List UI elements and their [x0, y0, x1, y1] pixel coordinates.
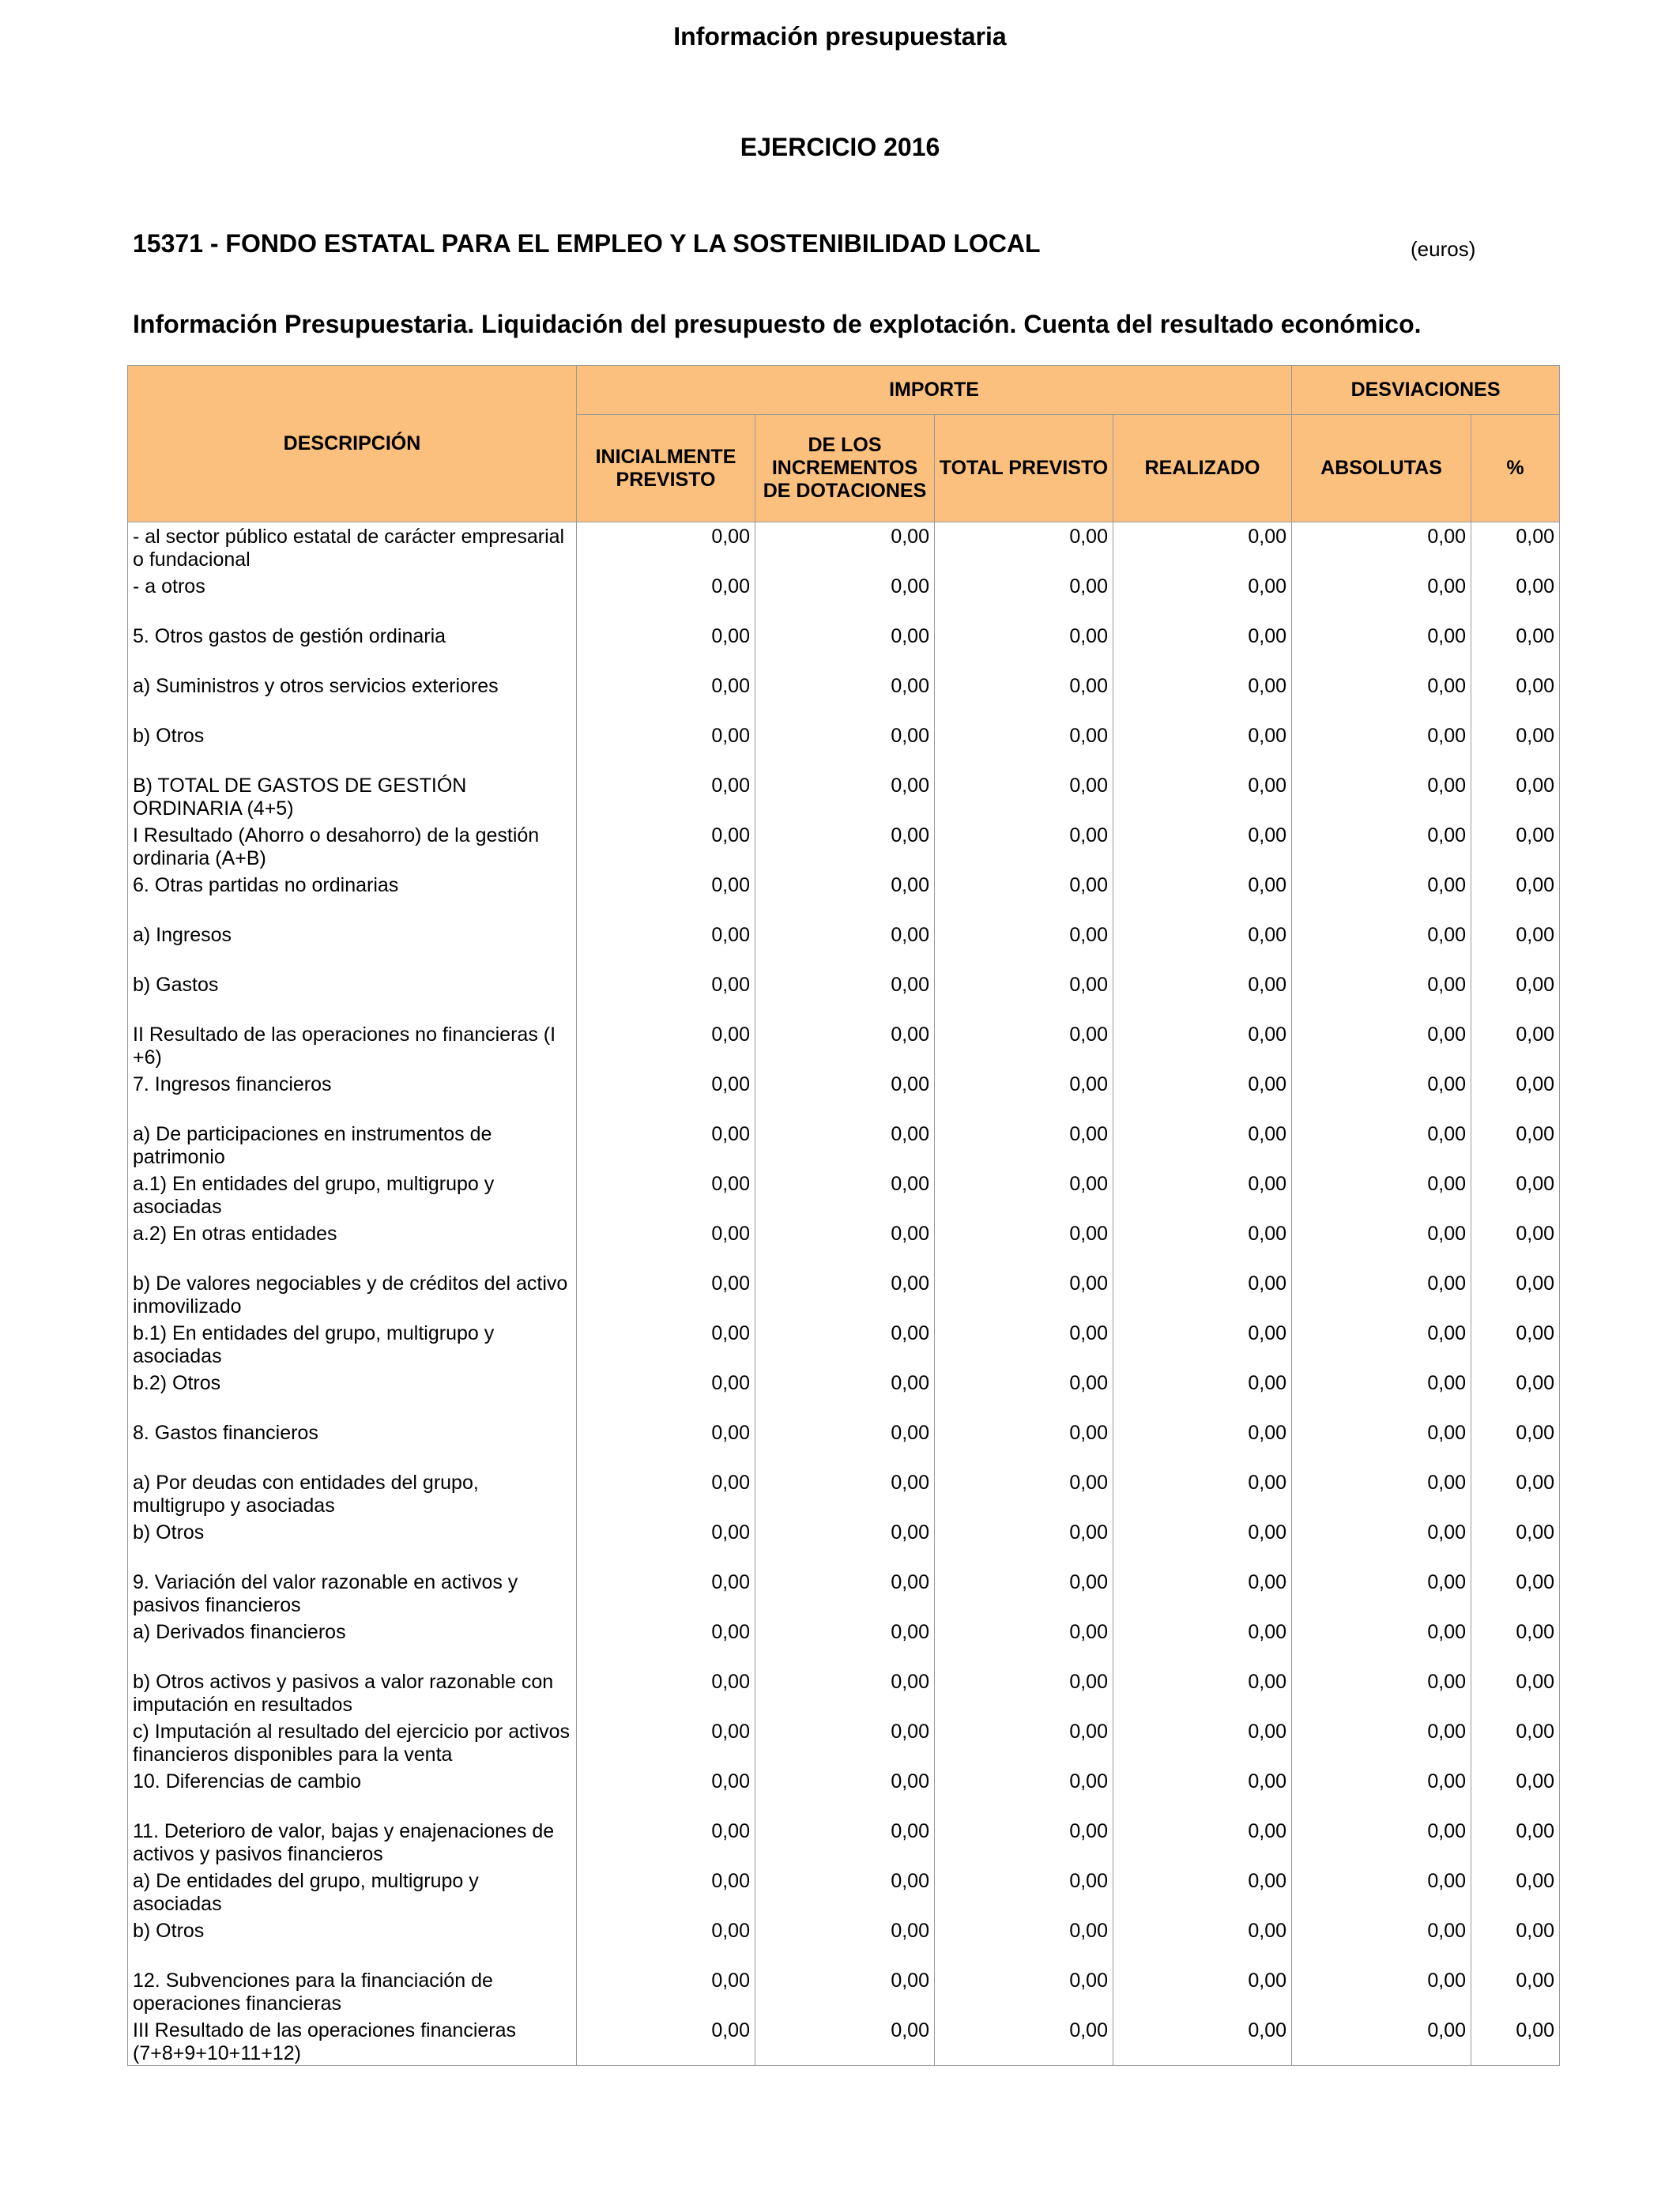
cell-realizado: 0,00 [1113, 1568, 1292, 1618]
cell-realizado: 0,00 [1113, 722, 1292, 771]
cell-inicialmente-previsto: 0,00 [577, 722, 755, 771]
cell-absolutas: 0,00 [1292, 2016, 1471, 2066]
cell-incrementos: 0,00 [755, 1120, 935, 1170]
cell-realizado: 0,00 [1113, 1269, 1292, 1319]
cell-absolutas: 0,00 [1292, 722, 1471, 771]
cell-porcentaje: 0,00 [1471, 1220, 1560, 1269]
cell-incrementos: 0,00 [755, 1070, 935, 1120]
cell-incrementos: 0,00 [755, 1518, 935, 1568]
table-row [128, 1867, 1560, 1917]
table-row [128, 871, 1560, 921]
cell-total-previsto: 0,00 [935, 1518, 1113, 1568]
table-row [128, 821, 1560, 871]
cell-inicialmente-previsto: 0,00 [577, 1668, 755, 1717]
cell-incrementos: 0,00 [755, 1020, 935, 1070]
cell-realizado: 0,00 [1113, 1120, 1292, 1170]
cell-incrementos: 0,00 [755, 1170, 935, 1220]
cell-porcentaje: 0,00 [1471, 572, 1560, 622]
cell-realizado: 0,00 [1113, 572, 1292, 622]
row-description: - al sector público estatal de carácter empresarial o fundacional [128, 522, 577, 572]
fiscal-year-heading: EJERCICIO 2016 [740, 133, 940, 161]
cell-inicialmente-previsto: 0,00 [577, 1966, 755, 2016]
cell-incrementos: 0,00 [755, 1269, 935, 1319]
cell-realizado: 0,00 [1113, 1966, 1292, 2016]
cell-inicialmente-previsto: 0,00 [577, 1120, 755, 1170]
cell-inicialmente-previsto: 0,00 [577, 1568, 755, 1618]
col-header-realizado: REALIZADO [1113, 415, 1292, 522]
cell-incrementos: 0,00 [755, 1867, 935, 1917]
cell-inicialmente-previsto: 0,00 [577, 1070, 755, 1120]
cell-total-previsto: 0,00 [935, 1867, 1113, 1917]
row-description: II Resultado de las operaciones no financieras (I +6) [128, 1020, 577, 1070]
cell-absolutas: 0,00 [1292, 1020, 1471, 1070]
table-row [128, 1618, 1560, 1668]
cell-realizado: 0,00 [1113, 1369, 1292, 1419]
table-row [128, 1020, 1560, 1070]
cell-inicialmente-previsto: 0,00 [577, 1170, 755, 1220]
units-label: (euros) [1411, 237, 1476, 261]
cell-total-previsto: 0,00 [935, 1020, 1113, 1070]
row-description: 8. Gastos financieros [128, 1419, 577, 1468]
cell-total-previsto: 0,00 [935, 522, 1113, 572]
row-description: b.1) En entidades del grupo, multigrupo y asociadas [128, 1319, 577, 1369]
cell-total-previsto: 0,00 [935, 1269, 1113, 1319]
row-description: a) Por deudas con entidades del grupo, multigrupo y asociadas [128, 1468, 577, 1518]
table-body [128, 522, 1560, 2066]
cell-absolutas: 0,00 [1292, 1468, 1471, 1518]
cell-total-previsto: 0,00 [935, 1369, 1113, 1419]
cell-incrementos: 0,00 [755, 1668, 935, 1717]
cell-absolutas: 0,00 [1292, 1518, 1471, 1568]
cell-inicialmente-previsto: 0,00 [577, 1618, 755, 1668]
row-description: B) TOTAL DE GASTOS DE GESTIÓN ORDINARIA (4+5) [128, 771, 577, 821]
cell-incrementos: 0,00 [755, 522, 935, 572]
cell-absolutas: 0,00 [1292, 1220, 1471, 1269]
cell-absolutas: 0,00 [1292, 971, 1471, 1020]
cell-absolutas: 0,00 [1292, 821, 1471, 871]
table-row [128, 672, 1560, 722]
table-row [128, 1966, 1560, 2016]
row-description: 11. Deterioro de valor, bajas y enajenaciones de activos y pasivos financieros [128, 1817, 577, 1867]
row-description: b.2) Otros [128, 1369, 577, 1419]
row-description: a) De participaciones en instrumentos de patrimonio [128, 1120, 577, 1170]
cell-porcentaje: 0,00 [1471, 1867, 1560, 1917]
table-row [128, 1070, 1560, 1120]
cell-incrementos: 0,00 [755, 1419, 935, 1468]
cell-inicialmente-previsto: 0,00 [577, 1767, 755, 1817]
table-row [128, 1170, 1560, 1220]
cell-incrementos: 0,00 [755, 572, 935, 622]
cell-realizado: 0,00 [1113, 1419, 1292, 1468]
cell-absolutas: 0,00 [1292, 1319, 1471, 1369]
table-row [128, 1767, 1560, 1817]
row-description: b) Otros activos y pasivos a valor razonable con imputación en resultados [128, 1668, 577, 1717]
cell-total-previsto: 0,00 [935, 1070, 1113, 1120]
cell-incrementos: 0,00 [755, 1220, 935, 1269]
table-row [128, 522, 1560, 572]
cell-absolutas: 0,00 [1292, 771, 1471, 821]
table-row [128, 1568, 1560, 1618]
group-header-desviaciones: DESVIACIONES [1292, 366, 1560, 415]
row-description: III Resultado de las operaciones financieras (7+8+9+10+11+12) [128, 2016, 577, 2066]
cell-absolutas: 0,00 [1292, 1170, 1471, 1220]
table-row [128, 1717, 1560, 1767]
page-title: Información presupuestaria [673, 22, 1007, 51]
cell-porcentaje: 0,00 [1471, 921, 1560, 971]
cell-porcentaje: 0,00 [1471, 871, 1560, 921]
row-description: b) Otros [128, 1518, 577, 1568]
cell-inicialmente-previsto: 0,00 [577, 1220, 755, 1269]
cell-realizado: 0,00 [1113, 1717, 1292, 1767]
cell-porcentaje: 0,00 [1471, 672, 1560, 722]
table-row [128, 1419, 1560, 1468]
cell-inicialmente-previsto: 0,00 [577, 1369, 755, 1419]
cell-porcentaje: 0,00 [1471, 971, 1560, 1020]
cell-absolutas: 0,00 [1292, 1419, 1471, 1468]
cell-inicialmente-previsto: 0,00 [577, 672, 755, 722]
cell-realizado: 0,00 [1113, 2016, 1292, 2066]
cell-absolutas: 0,00 [1292, 622, 1471, 672]
cell-inicialmente-previsto: 0,00 [577, 1717, 755, 1767]
cell-incrementos: 0,00 [755, 1618, 935, 1668]
budget-table [127, 365, 1560, 2066]
row-description: 6. Otras partidas no ordinarias [128, 871, 577, 921]
cell-incrementos: 0,00 [755, 1767, 935, 1817]
cell-incrementos: 0,00 [755, 1817, 935, 1867]
cell-absolutas: 0,00 [1292, 1817, 1471, 1867]
cell-total-previsto: 0,00 [935, 672, 1113, 722]
row-description: b) De valores negociables y de créditos del activo inmovilizado [128, 1269, 577, 1319]
cell-porcentaje: 0,00 [1471, 771, 1560, 821]
cell-absolutas: 0,00 [1292, 1966, 1471, 2016]
cell-porcentaje: 0,00 [1471, 1468, 1560, 1518]
cell-porcentaje: 0,00 [1471, 1120, 1560, 1170]
cell-realizado: 0,00 [1113, 1618, 1292, 1668]
cell-inicialmente-previsto: 0,00 [577, 1468, 755, 1518]
cell-total-previsto: 0,00 [935, 771, 1113, 821]
cell-total-previsto: 0,00 [935, 1120, 1113, 1170]
cell-porcentaje: 0,00 [1471, 1369, 1560, 1419]
table-row [128, 1120, 1560, 1170]
cell-total-previsto: 0,00 [935, 971, 1113, 1020]
cell-inicialmente-previsto: 0,00 [577, 622, 755, 672]
entity-title: 15371 - FONDO ESTATAL PARA EL EMPLEO Y LA SOSTENIBILIDAD LOCAL [133, 229, 1041, 258]
cell-porcentaje: 0,00 [1471, 1170, 1560, 1220]
cell-incrementos: 0,00 [755, 622, 935, 672]
cell-incrementos: 0,00 [755, 1369, 935, 1419]
table-row [128, 722, 1560, 771]
cell-porcentaje: 0,00 [1471, 1070, 1560, 1120]
cell-realizado: 0,00 [1113, 1767, 1292, 1817]
cell-porcentaje: 0,00 [1471, 1319, 1560, 1369]
cell-total-previsto: 0,00 [935, 1966, 1113, 2016]
table-row [128, 622, 1560, 672]
cell-absolutas: 0,00 [1292, 1767, 1471, 1817]
cell-porcentaje: 0,00 [1471, 1817, 1560, 1867]
cell-realizado: 0,00 [1113, 1518, 1292, 1568]
cell-inicialmente-previsto: 0,00 [577, 921, 755, 971]
row-description: a) Derivados financieros [128, 1618, 577, 1668]
cell-inicialmente-previsto: 0,00 [577, 1917, 755, 1966]
table-row [128, 921, 1560, 971]
row-description: - a otros [128, 572, 577, 622]
cell-incrementos: 0,00 [755, 971, 935, 1020]
cell-realizado: 0,00 [1113, 821, 1292, 871]
table-row [128, 2016, 1560, 2066]
cell-realizado: 0,00 [1113, 1817, 1292, 1867]
table-row [128, 771, 1560, 821]
cell-realizado: 0,00 [1113, 1917, 1292, 1966]
cell-absolutas: 0,00 [1292, 921, 1471, 971]
cell-total-previsto: 0,00 [935, 1817, 1113, 1867]
col-header-absolutas: ABSOLUTAS [1292, 415, 1471, 522]
cell-realizado: 0,00 [1113, 1170, 1292, 1220]
cell-incrementos: 0,00 [755, 871, 935, 921]
col-header-descripcion: DESCRIPCIÓN [128, 366, 577, 522]
cell-incrementos: 0,00 [755, 2016, 935, 2066]
row-description: a) Ingresos [128, 921, 577, 971]
cell-porcentaje: 0,00 [1471, 622, 1560, 672]
cell-inicialmente-previsto: 0,00 [577, 1020, 755, 1070]
cell-realizado: 0,00 [1113, 921, 1292, 971]
row-description: b) Otros [128, 1917, 577, 1966]
cell-total-previsto: 0,00 [935, 871, 1113, 921]
cell-absolutas: 0,00 [1292, 1070, 1471, 1120]
cell-inicialmente-previsto: 0,00 [577, 1419, 755, 1468]
cell-realizado: 0,00 [1113, 1468, 1292, 1518]
row-description: a.2) En otras entidades [128, 1220, 577, 1269]
cell-incrementos: 0,00 [755, 921, 935, 971]
row-description: a) De entidades del grupo, multigrupo y asociadas [128, 1867, 577, 1917]
col-header-incrementos: DE LOS INCREMENTOS DE DOTACIONES [755, 415, 935, 522]
cell-total-previsto: 0,00 [935, 1917, 1113, 1966]
cell-total-previsto: 0,00 [935, 572, 1113, 622]
cell-absolutas: 0,00 [1292, 1717, 1471, 1767]
col-header-inicialmente-previsto: INICIALMENTE PREVISTO [577, 415, 755, 522]
row-description: a) Suministros y otros servicios exteriores [128, 672, 577, 722]
cell-inicialmente-previsto: 0,00 [577, 821, 755, 871]
cell-total-previsto: 0,00 [935, 1668, 1113, 1717]
cell-realizado: 0,00 [1113, 672, 1292, 722]
cell-incrementos: 0,00 [755, 1319, 935, 1369]
cell-incrementos: 0,00 [755, 1966, 935, 2016]
cell-porcentaje: 0,00 [1471, 821, 1560, 871]
cell-absolutas: 0,00 [1292, 1568, 1471, 1618]
cell-inicialmente-previsto: 0,00 [577, 1867, 755, 1917]
row-description: I Resultado (Ahorro o desahorro) de la gestión ordinaria (A+B) [128, 821, 577, 871]
table-row [128, 1917, 1560, 1966]
cell-porcentaje: 0,00 [1471, 1668, 1560, 1717]
cell-total-previsto: 0,00 [935, 1220, 1113, 1269]
cell-porcentaje: 0,00 [1471, 1767, 1560, 1817]
cell-incrementos: 0,00 [755, 722, 935, 771]
cell-incrementos: 0,00 [755, 1468, 935, 1518]
cell-inicialmente-previsto: 0,00 [577, 522, 755, 572]
table-row [128, 1369, 1560, 1419]
cell-total-previsto: 0,00 [935, 622, 1113, 672]
cell-inicialmente-previsto: 0,00 [577, 771, 755, 821]
cell-realizado: 0,00 [1113, 1220, 1292, 1269]
cell-total-previsto: 0,00 [935, 722, 1113, 771]
cell-incrementos: 0,00 [755, 672, 935, 722]
table-row [128, 1468, 1560, 1518]
table-row [128, 1220, 1560, 1269]
row-description: 12. Subvenciones para la financiación de operaciones financieras [128, 1966, 577, 2016]
cell-realizado: 0,00 [1113, 1020, 1292, 1070]
cell-realizado: 0,00 [1113, 1867, 1292, 1917]
cell-absolutas: 0,00 [1292, 1917, 1471, 1966]
table-row [128, 1269, 1560, 1319]
cell-absolutas: 0,00 [1292, 1269, 1471, 1319]
table-row [128, 1817, 1560, 1867]
cell-porcentaje: 0,00 [1471, 1966, 1560, 2016]
cell-inicialmente-previsto: 0,00 [577, 971, 755, 1020]
cell-inicialmente-previsto: 0,00 [577, 871, 755, 921]
cell-porcentaje: 0,00 [1471, 522, 1560, 572]
cell-total-previsto: 0,00 [935, 1717, 1113, 1767]
cell-porcentaje: 0,00 [1471, 1618, 1560, 1668]
cell-total-previsto: 0,00 [935, 1568, 1113, 1618]
cell-porcentaje: 0,00 [1471, 1717, 1560, 1767]
cell-porcentaje: 0,00 [1471, 1269, 1560, 1319]
cell-absolutas: 0,00 [1292, 672, 1471, 722]
cell-porcentaje: 0,00 [1471, 1917, 1560, 1966]
cell-absolutas: 0,00 [1292, 522, 1471, 572]
cell-incrementos: 0,00 [755, 1717, 935, 1767]
cell-absolutas: 0,00 [1292, 1120, 1471, 1170]
cell-inicialmente-previsto: 0,00 [577, 1518, 755, 1568]
cell-realizado: 0,00 [1113, 622, 1292, 672]
cell-total-previsto: 0,00 [935, 1170, 1113, 1220]
cell-inicialmente-previsto: 0,00 [577, 572, 755, 622]
cell-inicialmente-previsto: 0,00 [577, 1319, 755, 1369]
cell-incrementos: 0,00 [755, 821, 935, 871]
cell-porcentaje: 0,00 [1471, 1020, 1560, 1070]
cell-absolutas: 0,00 [1292, 871, 1471, 921]
cell-absolutas: 0,00 [1292, 1668, 1471, 1717]
table-row [128, 1518, 1560, 1568]
row-description: 10. Diferencias de cambio [128, 1767, 577, 1817]
col-header-porcentaje: % [1471, 415, 1560, 522]
cell-absolutas: 0,00 [1292, 1369, 1471, 1419]
cell-total-previsto: 0,00 [935, 1419, 1113, 1468]
cell-absolutas: 0,00 [1292, 1618, 1471, 1668]
row-description: 9. Variación del valor razonable en activos y pasivos financieros [128, 1568, 577, 1618]
cell-inicialmente-previsto: 0,00 [577, 1817, 755, 1867]
col-header-total-previsto: TOTAL PREVISTO [935, 415, 1113, 522]
cell-realizado: 0,00 [1113, 971, 1292, 1020]
row-description: b) Gastos [128, 971, 577, 1020]
report-subtitle: Información Presupuestaria. Liquidación del presupuesto de explotación. Cuenta del resultado económico. [133, 310, 1422, 338]
cell-porcentaje: 0,00 [1471, 722, 1560, 771]
cell-porcentaje: 0,00 [1471, 1518, 1560, 1568]
cell-realizado: 0,00 [1113, 871, 1292, 921]
cell-total-previsto: 0,00 [935, 1319, 1113, 1369]
cell-porcentaje: 0,00 [1471, 1419, 1560, 1468]
cell-inicialmente-previsto: 0,00 [577, 1269, 755, 1319]
cell-total-previsto: 0,00 [935, 921, 1113, 971]
table-row [128, 1668, 1560, 1717]
row-description: b) Otros [128, 722, 577, 771]
row-description: 7. Ingresos financieros [128, 1070, 577, 1120]
cell-total-previsto: 0,00 [935, 1468, 1113, 1518]
cell-porcentaje: 0,00 [1471, 1568, 1560, 1618]
row-description: 5. Otros gastos de gestión ordinaria [128, 622, 577, 672]
cell-realizado: 0,00 [1113, 1668, 1292, 1717]
cell-total-previsto: 0,00 [935, 821, 1113, 871]
table-row [128, 1319, 1560, 1369]
cell-realizado: 0,00 [1113, 771, 1292, 821]
cell-porcentaje: 0,00 [1471, 2016, 1560, 2066]
cell-realizado: 0,00 [1113, 1070, 1292, 1120]
cell-incrementos: 0,00 [755, 1568, 935, 1618]
cell-total-previsto: 0,00 [935, 1618, 1113, 1668]
cell-total-previsto: 0,00 [935, 2016, 1113, 2066]
table-row [128, 572, 1560, 622]
cell-incrementos: 0,00 [755, 771, 935, 821]
cell-incrementos: 0,00 [755, 1917, 935, 1966]
cell-realizado: 0,00 [1113, 1319, 1292, 1369]
cell-total-previsto: 0,00 [935, 1767, 1113, 1817]
group-header-importe: IMPORTE [577, 366, 1292, 415]
table-row [128, 971, 1560, 1020]
cell-realizado: 0,00 [1113, 522, 1292, 572]
row-description: c) Imputación al resultado del ejercicio por activos financieros disponibles para la venta [128, 1717, 577, 1767]
cell-absolutas: 0,00 [1292, 572, 1471, 622]
cell-absolutas: 0,00 [1292, 1867, 1471, 1917]
cell-inicialmente-previsto: 0,00 [577, 2016, 755, 2066]
row-description: a.1) En entidades del grupo, multigrupo y asociadas [128, 1170, 577, 1220]
